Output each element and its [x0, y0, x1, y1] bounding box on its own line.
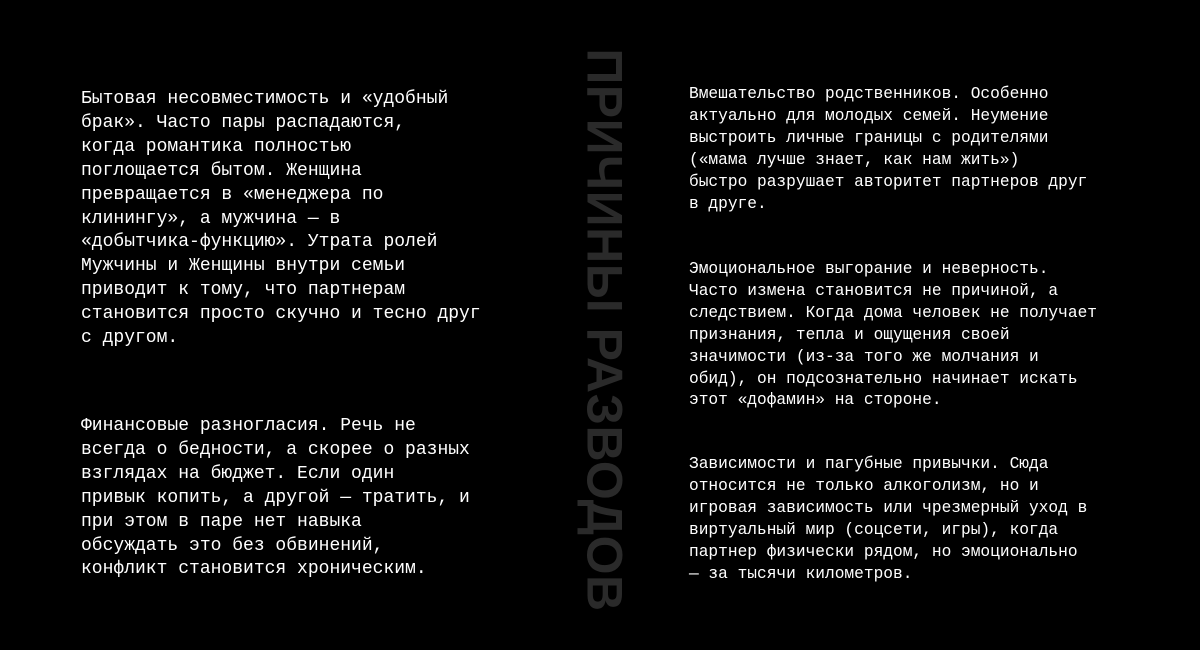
- paragraph-relatives-interference: Вмешательство родственников. Особенно актуально для молодых семей. Неумение выстроить личные границы с родителями («мама лучше знает, как нам жить») быстро разрушает авторитет партнеров друг в друге.: [689, 85, 1088, 213]
- page-title: ПРИЧИНЫ РАЗВОДОВ: [577, 48, 634, 612]
- paragraph-financial-disagreements: Финансовые разногласия. Речь не всегда о бедности, а скорее о разных взглядах на бюджет. Если один привык копить, а другой — тратить, и при этом в паре нет навыка обсуждать это без обвинений, конфликт становится хроническим.: [81, 416, 470, 580]
- paragraph-household-incompatibility: Бытовая несовместимость и «удобный брак». Часто пары распадаются, когда романтика полностью поглощается бытом. Женщина превращается в «менеджера по клинингу», а мужчина — в «добытчика-функцию». Утрата ролей Мужчины и Женщины внутри семьи приводит к тому, что партнерам становится просто скучно и тесно друг с другом.: [81, 89, 481, 349]
- paragraph-addictions: Зависимости и пагубные привычки. Сюда относится не только алкоголизм, но и игровая зависимость или чрезмерный уход в виртуальный мир (соцсети, игры), когда партнер физически рядом, но эмоционально — за тысячи километров.: [689, 455, 1088, 583]
- vertical-title: [577, 34, 633, 626]
- paragraph-emotional-burnout: Эмоциональное выгорание и неверность. Часто измена становится не причиной, а следствием. Когда дома человек не получает признания, тепла и ощущения своей значимости (из-за того же молчания и обид), он подсознательно начинает искать этот «дофамин» на стороне.: [689, 260, 1097, 410]
